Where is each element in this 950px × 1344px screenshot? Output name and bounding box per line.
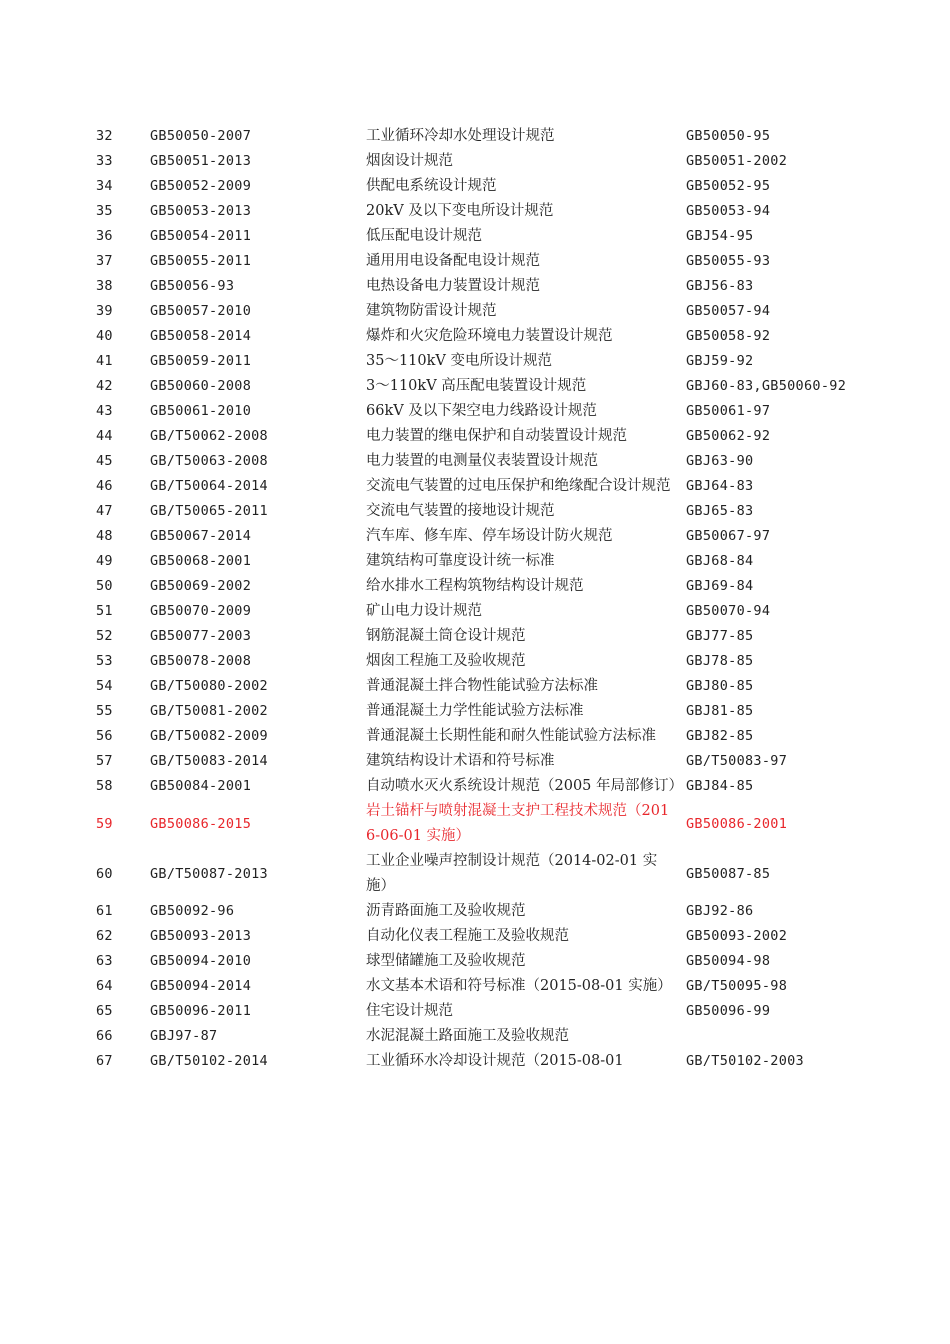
row-number: 40 xyxy=(96,328,113,344)
standard-title: 交流电气装置的过电压保护和绝缘配合设计规范 xyxy=(366,478,671,494)
standard-title: 普通混凝土长期性能和耐久性能试验方法标准 xyxy=(366,728,656,744)
replaced-standard: GBJ84-85 xyxy=(686,778,754,794)
row-number: 52 xyxy=(96,628,113,644)
table-row xyxy=(96,1024,856,1049)
standard-title: 自动喷水灭火系统设计规范（2005 年局部修订） xyxy=(366,778,684,794)
standard-title: 电热设备电力装置设计规范 xyxy=(366,278,540,294)
standard-title: 爆炸和火灾危险环境电力装置设计规范 xyxy=(366,328,613,344)
replaced-standard: GB50053-94 xyxy=(686,203,771,219)
table-row xyxy=(96,649,856,674)
table-row xyxy=(96,674,856,699)
replaced-standard: GBJ65-83 xyxy=(686,503,754,519)
standard-code: GB50092-96 xyxy=(150,903,235,919)
standard-title: 工业循环冷却水处理设计规范 xyxy=(366,128,555,144)
replaced-standard: GB50086-2001 xyxy=(686,815,788,832)
standard-code: GB50096-2011 xyxy=(150,1003,252,1019)
standard-code: GB50094-2014 xyxy=(150,978,252,994)
replaced-standard: GB50096-99 xyxy=(686,1003,771,1019)
table-row xyxy=(96,549,856,574)
replaced-standard: GBJ59-92 xyxy=(686,353,754,369)
replaced-standard: GB50055-93 xyxy=(686,253,771,269)
replaced-standard: GB50052-95 xyxy=(686,178,771,194)
standard-code: GB50078-2008 xyxy=(150,653,252,669)
replaced-standard: GB50051-2002 xyxy=(686,153,788,169)
standard-title: 水泥混凝土路面施工及验收规范 xyxy=(366,1028,569,1044)
row-number: 43 xyxy=(96,403,113,419)
row-number: 60 xyxy=(96,865,113,882)
standard-code: GB50050-2007 xyxy=(150,128,252,144)
standard-code: GB50051-2013 xyxy=(150,153,252,169)
table-row xyxy=(96,799,856,849)
replaced-standard: GB50070-94 xyxy=(686,603,771,619)
standard-code: GB50060-2008 xyxy=(150,378,252,394)
table-row xyxy=(96,424,856,449)
row-number: 63 xyxy=(96,953,113,969)
standard-code: GB/T50081-2002 xyxy=(150,703,268,719)
standard-title: 普通混凝土力学性能试验方法标准 xyxy=(366,703,584,719)
row-number: 55 xyxy=(96,703,113,719)
standard-code: GB50094-2010 xyxy=(150,953,252,969)
standard-code: GB/T50063-2008 xyxy=(150,453,268,469)
standard-code: GB/T50065-2011 xyxy=(150,503,268,519)
replaced-standard: GBJ60-83,GB50060-92 xyxy=(686,378,847,394)
replaced-standard: GB50087-85 xyxy=(686,865,771,882)
table-row xyxy=(96,399,856,424)
standard-title: 给水排水工程构筑物结构设计规范 xyxy=(366,578,584,594)
row-number: 59 xyxy=(96,815,113,832)
replaced-standard: GBJ69-84 xyxy=(686,578,754,594)
standard-title: 通用用电设备配电设计规范 xyxy=(366,253,540,269)
standard-code: GB50069-2002 xyxy=(150,578,252,594)
replaced-standard: GB50061-97 xyxy=(686,403,771,419)
standard-title: 电力装置的继电保护和自动装置设计规范 xyxy=(366,428,627,444)
standard-code: GB/T50087-2013 xyxy=(150,865,268,882)
row-number: 46 xyxy=(96,478,113,494)
row-number: 44 xyxy=(96,428,113,444)
table-row xyxy=(96,749,856,774)
table-row xyxy=(96,999,856,1024)
standard-code: GB50093-2013 xyxy=(150,928,252,944)
standard-code: GB50067-2014 xyxy=(150,528,252,544)
table-row xyxy=(96,774,856,799)
standard-code: GB/T50062-2008 xyxy=(150,428,268,444)
replaced-standard: GB50062-92 xyxy=(686,428,771,444)
standard-code: GB50061-2010 xyxy=(150,403,252,419)
row-number: 42 xyxy=(96,378,113,394)
table-row xyxy=(96,199,856,224)
standard-title: 沥青路面施工及验收规范 xyxy=(366,903,526,919)
standard-code: GB50077-2003 xyxy=(150,628,252,644)
row-number: 36 xyxy=(96,228,113,244)
row-number: 48 xyxy=(96,528,113,544)
standard-code: GB50086-2015 xyxy=(150,815,252,832)
row-number: 58 xyxy=(96,778,113,794)
standard-title: 35～110kV 变电所设计规范 xyxy=(366,353,552,369)
table-row xyxy=(96,474,856,499)
row-number: 37 xyxy=(96,253,113,269)
row-number: 54 xyxy=(96,678,113,694)
standard-code: GB50068-2001 xyxy=(150,553,252,569)
row-number: 51 xyxy=(96,603,113,619)
standard-code: GB50052-2009 xyxy=(150,178,252,194)
row-number: 35 xyxy=(96,203,113,219)
standards-table xyxy=(96,124,856,1074)
standard-title: 工业循环水冷却设计规范（2015-08-01 xyxy=(366,1053,624,1069)
replaced-standard: GBJ81-85 xyxy=(686,703,754,719)
standard-code: GBJ97-87 xyxy=(150,1028,218,1044)
standard-code: GB/T50082-2009 xyxy=(150,728,268,744)
replaced-standard: GBJ68-84 xyxy=(686,553,754,569)
standard-code: GB/T50083-2014 xyxy=(150,753,268,769)
standard-title: 水文基本术语和符号标准（2015-08-01 实施） xyxy=(366,978,672,994)
table-row xyxy=(96,224,856,249)
row-number: 64 xyxy=(96,978,113,994)
standard-title: 工业企业噪声控制设计规范（2014-02-01 实施） xyxy=(366,853,658,894)
standard-title: 电力装置的电测量仪表装置设计规范 xyxy=(366,453,598,469)
replaced-standard: GBJ63-90 xyxy=(686,453,754,469)
standard-title: 3～110kV 高压配电装置设计规范 xyxy=(366,378,587,394)
row-number: 33 xyxy=(96,153,113,169)
table-row xyxy=(96,574,856,599)
standard-title: 建筑物防雷设计规范 xyxy=(366,303,497,319)
table-row xyxy=(96,849,856,899)
table-row xyxy=(96,324,856,349)
table-row xyxy=(96,524,856,549)
standard-title: 低压配电设计规范 xyxy=(366,228,482,244)
table-row xyxy=(96,499,856,524)
replaced-standard: GBJ56-83 xyxy=(686,278,754,294)
standard-title: 供配电系统设计规范 xyxy=(366,178,497,194)
replaced-standard: GBJ54-95 xyxy=(686,228,754,244)
table-row xyxy=(96,449,856,474)
table-row xyxy=(96,624,856,649)
standard-code: GB/T50064-2014 xyxy=(150,478,268,494)
row-number: 56 xyxy=(96,728,113,744)
table-row xyxy=(96,249,856,274)
standard-code: GB50059-2011 xyxy=(150,353,252,369)
row-number: 65 xyxy=(96,1003,113,1019)
standard-title: 烟囱工程施工及验收规范 xyxy=(366,653,526,669)
table-row xyxy=(96,699,856,724)
standard-code: GB50070-2009 xyxy=(150,603,252,619)
standard-code: GB50056-93 xyxy=(150,278,235,294)
replaced-standard: GBJ82-85 xyxy=(686,728,754,744)
replaced-standard: GBJ78-85 xyxy=(686,653,754,669)
row-number: 47 xyxy=(96,503,113,519)
row-number: 67 xyxy=(96,1053,113,1069)
standard-code: GB50058-2014 xyxy=(150,328,252,344)
table-row xyxy=(96,724,856,749)
row-number: 62 xyxy=(96,928,113,944)
table-row xyxy=(96,949,856,974)
standard-title: 建筑结构可靠度设计统一标准 xyxy=(366,553,555,569)
replaced-standard: GB50058-92 xyxy=(686,328,771,344)
row-number: 38 xyxy=(96,278,113,294)
standard-code: GB50053-2013 xyxy=(150,203,252,219)
row-number: 61 xyxy=(96,903,113,919)
row-number: 41 xyxy=(96,353,113,369)
standard-code: GB50084-2001 xyxy=(150,778,252,794)
replaced-standard: GBJ64-83 xyxy=(686,478,754,494)
row-number: 66 xyxy=(96,1028,113,1044)
standard-title: 交流电气装置的接地设计规范 xyxy=(366,503,555,519)
replaced-standard: GB50093-2002 xyxy=(686,928,788,944)
replaced-standard: GBJ77-85 xyxy=(686,628,754,644)
standard-title: 20kV 及以下变电所设计规范 xyxy=(366,203,554,219)
standard-title: 建筑结构设计术语和符号标准 xyxy=(366,753,555,769)
replaced-standard: GB/T50095-98 xyxy=(686,978,788,994)
replaced-standard: GB50050-95 xyxy=(686,128,771,144)
standard-title: 66kV 及以下架空电力线路设计规范 xyxy=(366,403,597,419)
table-row xyxy=(96,174,856,199)
replaced-standard: GB/T50102-2003 xyxy=(686,1053,804,1069)
standard-title: 住宅设计规范 xyxy=(366,1003,453,1019)
standard-code: GB/T50102-2014 xyxy=(150,1053,268,1069)
table-row xyxy=(96,299,856,324)
standard-title: 自动化仪表工程施工及验收规范 xyxy=(366,928,569,944)
replaced-standard: GB50094-98 xyxy=(686,953,771,969)
table-row xyxy=(96,349,856,374)
replaced-standard: GB50057-94 xyxy=(686,303,771,319)
standard-title: 汽车库、修车库、停车场设计防火规范 xyxy=(366,528,613,544)
table-row xyxy=(96,124,856,149)
row-number: 32 xyxy=(96,128,113,144)
table-row xyxy=(96,599,856,624)
standard-title: 岩土锚杆与喷射混凝土支护工程技术规范（2016-06-01 实施） xyxy=(366,803,670,844)
table-row xyxy=(96,1049,856,1074)
standard-title: 矿山电力设计规范 xyxy=(366,603,482,619)
standard-title: 烟囱设计规范 xyxy=(366,153,453,169)
standard-code: GB50055-2011 xyxy=(150,253,252,269)
table-row xyxy=(96,924,856,949)
row-number: 49 xyxy=(96,553,113,569)
standard-code: GB/T50080-2002 xyxy=(150,678,268,694)
standard-title: 普通混凝土拌合物性能试验方法标准 xyxy=(366,678,598,694)
row-number: 34 xyxy=(96,178,113,194)
table-row xyxy=(96,149,856,174)
table-row xyxy=(96,974,856,999)
standard-title: 钢筋混凝土筒仓设计规范 xyxy=(366,628,526,644)
standard-code: GB50054-2011 xyxy=(150,228,252,244)
replaced-standard: GBJ80-85 xyxy=(686,678,754,694)
replaced-standard: GB50067-97 xyxy=(686,528,771,544)
row-number: 57 xyxy=(96,753,113,769)
row-number: 39 xyxy=(96,303,113,319)
replaced-standard xyxy=(686,1024,856,1049)
standard-title: 球型储罐施工及验收规范 xyxy=(366,953,526,969)
replaced-standard: GB/T50083-97 xyxy=(686,753,788,769)
row-number: 45 xyxy=(96,453,113,469)
row-number: 50 xyxy=(96,578,113,594)
row-number: 53 xyxy=(96,653,113,669)
table-row xyxy=(96,374,856,399)
standard-code: GB50057-2010 xyxy=(150,303,252,319)
replaced-standard: GBJ92-86 xyxy=(686,903,754,919)
standards-table-body xyxy=(96,124,856,1074)
table-row xyxy=(96,899,856,924)
table-row xyxy=(96,274,856,299)
